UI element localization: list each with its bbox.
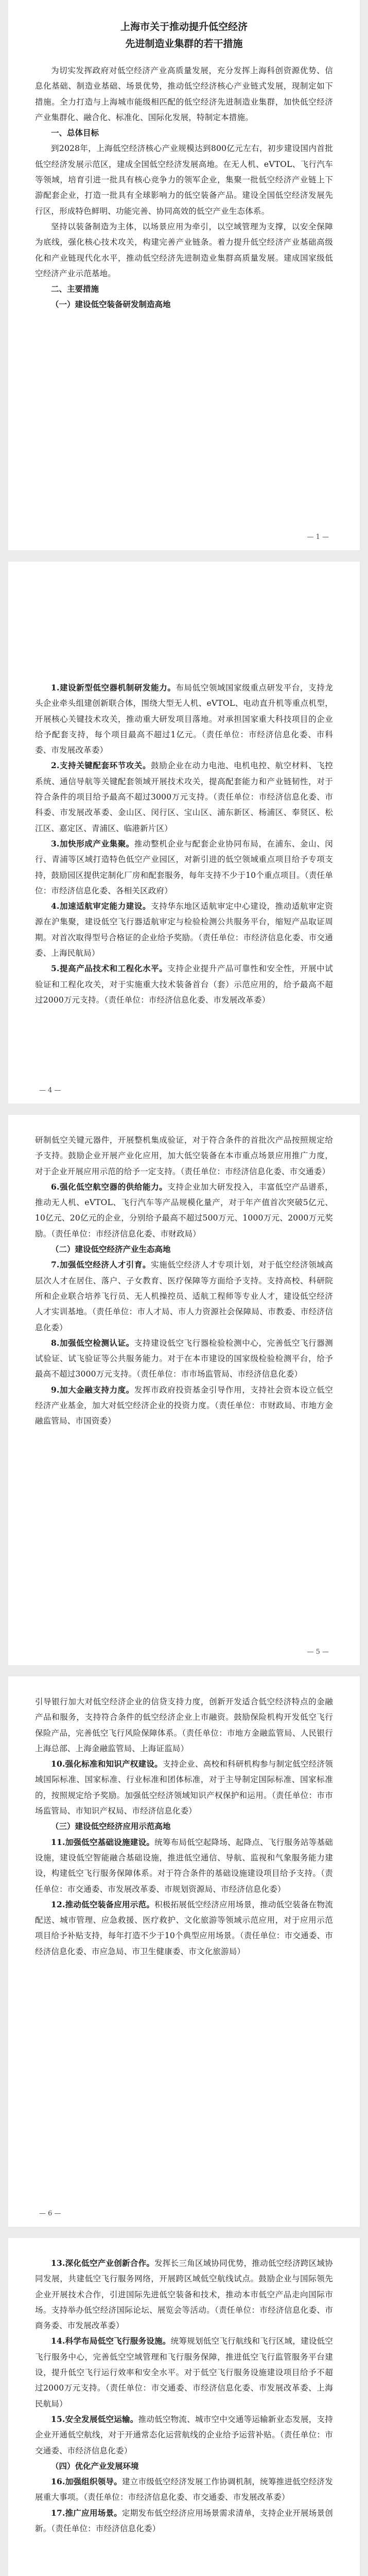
page-number: — 4 — [39, 1087, 61, 1094]
document-page-1 [8, 0, 360, 550]
document-page-3 [8, 1115, 360, 1665]
section-2-heading: 二、主要措施 [51, 284, 99, 294]
item-6-body: 支持企业加大研发投入，丰富低空产品谱系，推动无人机、eVTOL、飞行汽车等产品规模化量产，对于年产值首次突破5亿元、10亿元、20亿元的企业，分别给予最高不超过500万元、1000万元、2000万元奖励。（责任单位：市经济信息化委、市财政局） [35, 1182, 333, 1239]
intro-paragraph: 为切实发挥政府对低空经济产业高质量发展，充分发挥上海科创资源优势、信息化基础、制造业基础、场景优势，推动低空经济核心产业链式发展，现制定如下措施。全力打造与上海城市能级相匹配的低空经济先进制造业集群，加快低空经济产业集群化、融合化、标准化、国际化发展，特制定本措施。 [35, 66, 333, 122]
document-page-2 [8, 562, 360, 1104]
item-11-lead: 11.加强低空基础设施建设。 [51, 1837, 155, 1847]
document-title-line-2: 先进制造业集群的若干措施 [125, 38, 243, 49]
item-7-body: 实施低空经济人才专项计划，对于低空经济领域高层次人才在居住、落户、子女教育、医疗保障等方面给予支持。支持高校、科研院所和企业联合培养飞行员、无人机操控员、适航工程师等专业人才，建设低空经济人才实训基地。（责任单位：市人才局、市人力资源社会保障局、市教委、市经济信息化委） [35, 1260, 333, 1332]
item-10-body: 支持企业、高校和科研机构参与制定低空经济领域国际标准、国家标准、行业标准和团体标准，对于主导制定国际标准、国家标准的，按照规定给予奖励。加强低空经济领域知识产权保护和运用。（责任单位：市市场监管局、市知识产权局、市经济信息化委） [35, 1759, 334, 1816]
item-3-paragraph [35, 836, 333, 899]
item-6-paragraph [35, 1179, 333, 1242]
item-8-paragraph [35, 1335, 333, 1382]
goal-paragraph-2: 坚持以装备制造为主体，以场景应用为牵引，以空域管理为支撑，以安全保障为底线，强化核心技术攻关，构建完善产业链条。着力提升低空经济产业基础高级化和产业链现代化水平，推动低空经济先进制造业集群高质量发展。建成国家级低空经济产业示范基地。 [35, 222, 333, 278]
item-16-body: 建立市级低空经济发展工作协调机制，统筹推进低空经济发展重大事项。（责任单位：市经济信息化委、市交通委、市发展改革委） [35, 2477, 333, 2502]
item-4-paragraph [35, 899, 333, 961]
subsection-2-heading: （二）建设低空经济产业生态高地 [51, 1244, 171, 1255]
item-12-lead: 12.推动低空装备应用示范。 [51, 1899, 155, 1909]
item-16-paragraph [35, 2474, 333, 2505]
item-17-body: 定期发布低空经济应用场景需求清单，支持企业开展场景创新。（责任单位：市经济信息化委） [35, 2508, 333, 2534]
item-2-body: 鼓励企业在动力电池、电机电控、航空材料、飞控系统、通信导航等关键配套领域开展技术攻关，提高配套能力和产业链韧性，对于符合条件的项目给予最高不超过3000万元支持。（责任单位：市经济信息化委、市科委、市发展改革委、金山区、闵行区、宝山区、浦东新区、杨浦区、奉贤区、松江区、嘉定区、青浦区、临港新片区） [35, 761, 333, 833]
item-11-paragraph [35, 1835, 333, 1897]
item-15-lead: 15.安全发展低空运输。 [51, 2414, 138, 2424]
item-9-body: 发挥市政府投资基金引导作用，支持社会资本设立低空经济产业基金，加大对低空经济企业的投资力度。（责任单位：市财政局、市地方金融监管局、市国资委） [35, 1385, 333, 1426]
item-9-lead: 9.加大金融支持力度。 [51, 1384, 134, 1395]
item-16-lead: 16.加强组织领导。 [51, 2477, 122, 2487]
goal-paragraph: 到2028年，上海低空经济核心产业规模达到800亿元左右，初步建设国内首批低空经济发展示范区，建成全国低空经济发展高地。在无人机、eVTOL、飞行汽车等领域，培育引进一批具有核心竞争力的领军企业，集聚一批低空经济产业链上下游配套企业，打造一批具有全球影响力的低空装备产品。建设全国低空经济发展先行区，形成特色鲜明、功能完善、协同高效的低空产业生态体系。 [35, 144, 333, 216]
item-6-lead: 6.强化低空航空器的供给能力。 [51, 1181, 168, 1192]
document-title-line-1: 上海市关于推动提升低空经济 [120, 21, 248, 32]
item-5-paragraph [35, 961, 333, 1008]
subsection-3-heading: （三）建设低空经济应用示范高地 [51, 1821, 171, 1832]
item-14-lead: 14.科学布局低空飞行服务设施。 [51, 2336, 171, 2346]
item-15-body: 推动低空物流、城市空中交通等运输新业态发展，支持企业开通低空航线，对于开通常态化运营航线的企业给予运营补贴。（责任单位：市交通委、市经济信息化委） [35, 2414, 333, 2455]
item-4-lead: 4.加速适航审定能力建设。 [51, 901, 151, 911]
item-3-lead: 3.加快形成产业集聚。 [51, 838, 134, 849]
item-17-paragraph [35, 2505, 333, 2537]
item-13-body: 发挥长三角区域协同优势，推动低空经济跨区域协同发展，共建低空飞行服务网络，开展跨区域低空航线试点。鼓励企业与国际领先企业开展技术合作，引进国际先进低空装备和技术，推动本市低空产品走向国际市场。支持举办低空经济国际论坛、展览会等活动。（责任单位：市经济信息化委、市商务委、市发展改革委） [35, 2259, 333, 2331]
item-15-paragraph [35, 2412, 333, 2459]
item-13-lead: 13.深化低空产业创新合作。 [51, 2258, 155, 2268]
item-5-body: 支持企业提升产品可靠性和安全性，开展中试验证和工程化攻关，对于实施重大技术装备首台（套）示范应用的，给予最高不超过2000万元支持。（责任单位：市经济信息化委、市发展改革委） [35, 964, 333, 1005]
item-4-body: 支持华东地区适航审定中心建设，推动适航审定资源在沪集聚，建设低空飞行器适航审定与检验检测公共服务平台，缩短产品取证周期。对首次取得型号合格证的企业给予奖励。（责任单位：市经济信息化委、市交通委、上海民航局） [35, 902, 333, 958]
item-10-paragraph [35, 1756, 333, 1819]
item-7-lead: 7.加强低空经济人才引育。 [51, 1260, 151, 1270]
item-3-body: 推动整机企业与配套企业协同布局，在浦东、金山、闵行、青浦等区域打造特色低空产业园区，对新引进的低空领域重点项目给予专项支持，鼓励园区提供定制化厂房和配套服务，每年支持不少于10个重点项目。（责任单位：市经济信息化委、各相关区政府） [35, 839, 333, 895]
item-5-lead: 5.提高产品技术和工程化水平。 [51, 963, 168, 974]
item-8-body: 支持建设低空飞行器检验检测中心，完善低空飞行器测试验证、试飞验证等公共服务能力。对于在本市建设的国家级检验检测平台，给予最高不超过3000万元支持。（责任单位：市市场监管局、市经济信息化委） [35, 1338, 333, 1379]
item-10-lead: 10.强化标准和知识产权建设。 [51, 1759, 163, 1769]
item-12-body: 积极拓展低空经济应用场景，推动低空装备在物流配送、城市管理、应急救援、医疗救护、文化旅游等领域示范应用，对于应用示范项目给予补贴支持，每年打造不少于10个典型应用场景。（责任单位：市交通委、市经济信息化委、市应急局、市卫生健康委、市文化旅游局） [35, 1900, 333, 1956]
subsection-1-heading: （一）建设低空装备研发制造高地 [51, 299, 171, 310]
item-8-lead: 8.加强低空检测认证。 [51, 1337, 134, 1348]
continuation-paragraph: 研制低空关键元器件，开展整机集成验证，对于符合条件的首批次产品按照规定给予支持。鼓励企业开展产业化应用，加大低空装备在本市重点场景应用推广力度，对于企业开展应用示范的给予一定支持。（责任单位：市经济信息化委、市交通委） [35, 1136, 333, 1176]
item-7-paragraph [35, 1257, 333, 1335]
item-9-paragraph [35, 1382, 333, 1429]
page-number: — 6 — [39, 2210, 61, 2217]
item-1-lead: 1.建设新型低空器机制研发能力。 [51, 683, 176, 692]
item-2-paragraph [35, 758, 333, 836]
section-1-heading: 一、总体目标 [51, 128, 99, 138]
document-page-5 [8, 2238, 360, 2576]
item-1-paragraph [35, 680, 333, 758]
continuation-paragraph: 引导银行加大对低空经济企业的信贷支持力度，创新开发适合低空经济特点的金融产品和服务，支持符合条件的低空经济企业上市融资。鼓励保险机构开发低空飞行保险产品，完善低空飞行风险保障体系。（责任单位：市地方金融监管局、人民银行上海总部、上海金融监管局、上海证监局） [35, 1697, 333, 1753]
item-13-paragraph [35, 2256, 333, 2333]
item-14-paragraph [35, 2333, 333, 2411]
subsection-4-heading: （四）优化产业发展环境 [51, 2461, 139, 2471]
item-11-body: 统筹布局低空起降场、起降点、飞行服务站等基础设施，建设低空智能融合基础设施，推进低空通信、导航、监视和气象服务能力建设，构建低空飞行服务保障体系。对于符合条件的基础设施建设项目给予支持。（责任单位：市交通委、市发展改革委、市规划资源局、市经济信息化委） [35, 1837, 333, 1894]
page-number: — 5 — [307, 1648, 329, 1656]
item-1-body: 布局低空领域国家级重点研发平台，支持龙头企业牵头组建创新联合体，围绕大型无人机、eVTOL、电动直升机等重点机型，开展核心关键技术攻关，推动重大研发项目落地。对承担国家重大科技项目的企业给予配套支持，每个项目最高不超过1亿元。（责任单位：市经济信息化委、市科委、市发展改革委） [35, 683, 333, 755]
item-17-lead: 17.推广应用场景。 [51, 2507, 122, 2518]
page-number: — 1 — [307, 533, 329, 541]
document-page-4 [8, 1676, 360, 2227]
item-2-lead: 2.支持关键配套环节攻关。 [51, 760, 151, 771]
item-14-body: 统筹规划低空飞行航线和飞行区域，建设低空飞行服务中心，完善低空空域管理和飞行服务保障，推进低空飞行监管服务平台建设，提升低空飞行运行效率和安全水平。对于低空飞行服务设施建设项目给予不超过2000万元支持。（责任单位：市交通委、市经济信息化委、市发展改革委、上海民航局） [35, 2336, 333, 2409]
item-12-paragraph [35, 1897, 333, 1959]
